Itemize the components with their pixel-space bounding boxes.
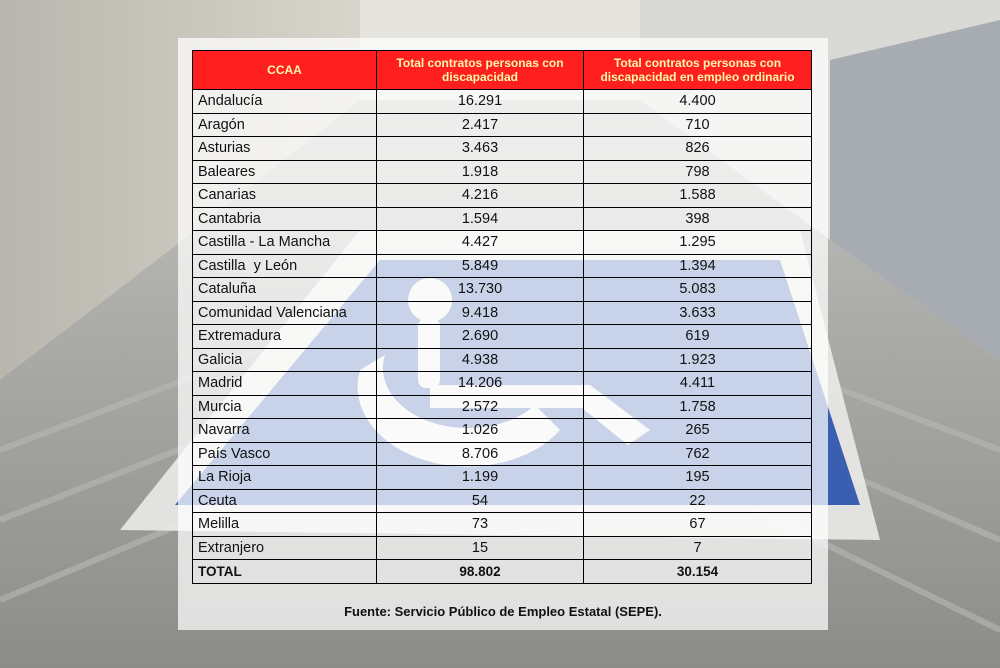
table-row: [193, 278, 812, 302]
ordinary-cell: 710: [584, 113, 812, 137]
table-row: [193, 301, 812, 325]
ordinary-sum-cell: 30.154: [584, 560, 812, 584]
ordinary-cell: 826: [584, 137, 812, 161]
table-row: [193, 348, 812, 372]
total-cell: 15: [377, 536, 584, 560]
region-cell: Galicia: [193, 348, 377, 372]
table-row: [193, 395, 812, 419]
region-cell: Castilla - La Mancha: [193, 231, 377, 255]
table-row: [193, 442, 812, 466]
table-row: [193, 513, 812, 537]
region-cell: Ceuta: [193, 489, 377, 513]
ordinary-cell: 4.411: [584, 372, 812, 396]
header-ccaa: CCAA: [193, 51, 377, 90]
header-total-contracts: Total contratos personas con discapacidad: [377, 51, 584, 90]
ordinary-cell: 1.588: [584, 184, 812, 208]
total-cell: 9.418: [377, 301, 584, 325]
table-row: [193, 137, 812, 161]
total-sum-cell: 98.802: [377, 560, 584, 584]
region-cell: Melilla: [193, 513, 377, 537]
table-row: [193, 160, 812, 184]
table-row: [193, 489, 812, 513]
total-row: [193, 560, 812, 584]
region-cell: Aragón: [193, 113, 377, 137]
total-cell: 14.206: [377, 372, 584, 396]
ordinary-cell: 1.394: [584, 254, 812, 278]
total-cell: 2.417: [377, 113, 584, 137]
source-footnote: Fuente: Servicio Público de Empleo Estatal (SEPE).: [344, 604, 662, 619]
region-cell: Asturias: [193, 137, 377, 161]
ordinary-cell: 1.295: [584, 231, 812, 255]
table-row: [193, 536, 812, 560]
table-row: [193, 372, 812, 396]
region-cell: Comunidad Valenciana: [193, 301, 377, 325]
region-cell: Cataluña: [193, 278, 377, 302]
ordinary-cell: 4.400: [584, 90, 812, 114]
ordinary-cell: 5.083: [584, 278, 812, 302]
region-cell: Baleares: [193, 160, 377, 184]
region-cell: Extranjero: [193, 536, 377, 560]
table-row: [193, 419, 812, 443]
ordinary-cell: 619: [584, 325, 812, 349]
ordinary-cell: 22: [584, 489, 812, 513]
table-row: [193, 184, 812, 208]
total-cell: 4.216: [377, 184, 584, 208]
region-cell: La Rioja: [193, 466, 377, 490]
region-cell: Madrid: [193, 372, 377, 396]
region-cell: Andalucía: [193, 90, 377, 114]
table-row: [193, 231, 812, 255]
region-cell: Cantabria: [193, 207, 377, 231]
total-cell: 8.706: [377, 442, 584, 466]
table-row: [193, 207, 812, 231]
ordinary-cell: 762: [584, 442, 812, 466]
ordinary-cell: 195: [584, 466, 812, 490]
total-cell: 2.690: [377, 325, 584, 349]
total-cell: 4.427: [377, 231, 584, 255]
table-header-row: [193, 51, 812, 90]
total-cell: 1.026: [377, 419, 584, 443]
total-label: TOTAL: [193, 560, 377, 584]
ordinary-cell: 798: [584, 160, 812, 184]
ordinary-cell: 1.923: [584, 348, 812, 372]
region-cell: Extremadura: [193, 325, 377, 349]
table-row: [193, 90, 812, 114]
region-cell: Castilla y León: [193, 254, 377, 278]
total-cell: 1.594: [377, 207, 584, 231]
total-cell: 13.730: [377, 278, 584, 302]
header-ordinary-contracts: Total contratos personas con discapacidad en empleo ordinario: [584, 51, 812, 90]
region-cell: Murcia: [193, 395, 377, 419]
total-cell: 73: [377, 513, 584, 537]
ordinary-cell: 398: [584, 207, 812, 231]
table-row: [193, 113, 812, 137]
region-cell: Navarra: [193, 419, 377, 443]
total-cell: 16.291: [377, 90, 584, 114]
region-cell: Canarias: [193, 184, 377, 208]
table-row: [193, 466, 812, 490]
total-cell: 2.572: [377, 395, 584, 419]
contracts-table: [192, 50, 812, 584]
total-cell: 5.849: [377, 254, 584, 278]
total-cell: 1.918: [377, 160, 584, 184]
table-row: [193, 254, 812, 278]
ordinary-cell: 67: [584, 513, 812, 537]
ordinary-cell: 3.633: [584, 301, 812, 325]
region-cell: País Vasco: [193, 442, 377, 466]
ordinary-cell: 1.758: [584, 395, 812, 419]
total-cell: 4.938: [377, 348, 584, 372]
total-cell: 54: [377, 489, 584, 513]
total-cell: 1.199: [377, 466, 584, 490]
ordinary-cell: 7: [584, 536, 812, 560]
ordinary-cell: 265: [584, 419, 812, 443]
table-row: [193, 325, 812, 349]
total-cell: 3.463: [377, 137, 584, 161]
